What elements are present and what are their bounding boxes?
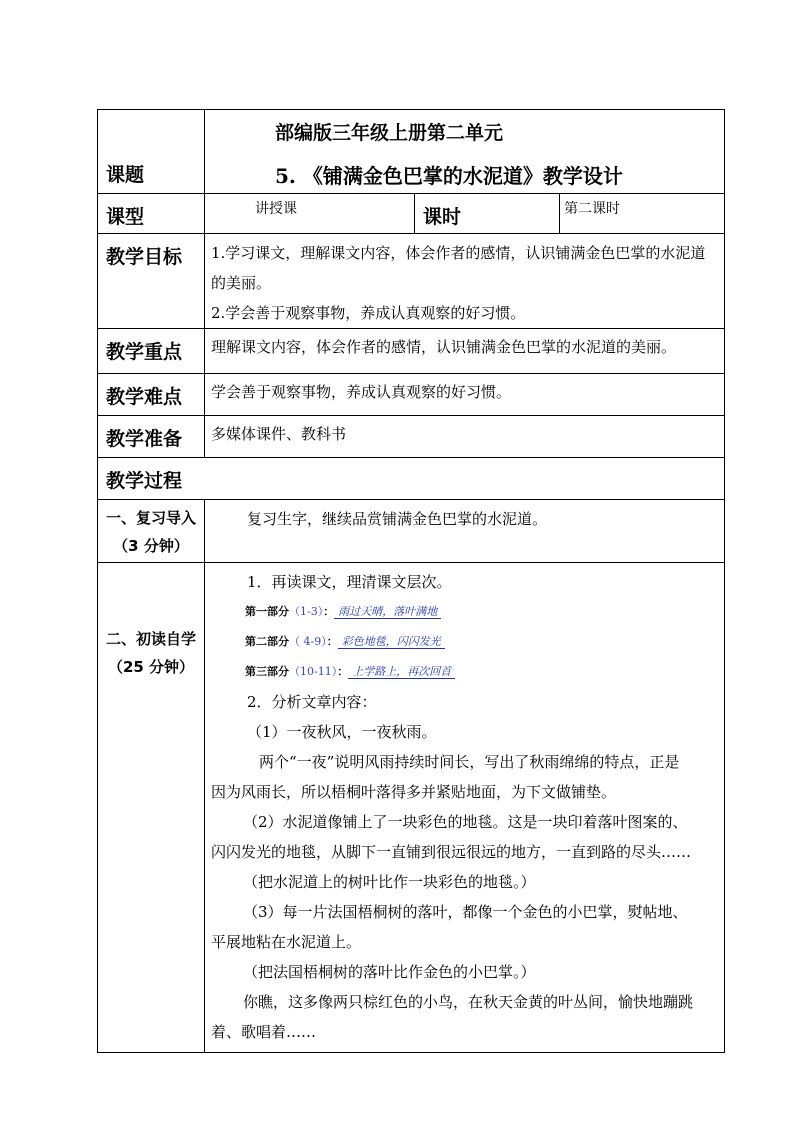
stage2-duration: （25 分钟） xyxy=(107,658,195,676)
part-range: （1-3） xyxy=(289,605,324,618)
lesson-plan-table xyxy=(97,109,725,1053)
type-label: 课型 xyxy=(98,194,205,234)
part-name: 第一部分 xyxy=(245,605,289,618)
part-item xyxy=(211,627,720,657)
stage1-row xyxy=(98,500,725,563)
difficulty-label: 教学难点 xyxy=(98,374,205,416)
part-item xyxy=(211,657,720,687)
para3-line: 平展地粘在水泥道上。 xyxy=(211,933,362,951)
part-name: 第二部分 xyxy=(245,635,289,648)
part-name: 第三部分 xyxy=(245,665,289,678)
part-sep: ： xyxy=(323,605,335,618)
stage1-title: 一、复习导入 xyxy=(105,509,196,527)
para2-line: （2）水泥道像铺上了一块彩色的地毯。这是一块印着落叶图案的、 xyxy=(243,813,688,831)
para4-line: 你瞧，这多像两只棕红色的小鸟，在秋天金黄的叶丛间，愉快地蹦跳 xyxy=(243,993,694,1011)
hour-label: 课时 xyxy=(415,194,560,234)
stage2-label xyxy=(98,563,205,1053)
goals-label: 教学目标 xyxy=(98,234,205,329)
goal-item: 2.学会善于观察事物，养成认真观察的好习惯。 xyxy=(211,304,526,322)
goals-row xyxy=(98,234,725,329)
para2-note: （把水泥道上的树叶比作一块彩色的地毯。） xyxy=(243,873,536,891)
stage2-title: 二、初读自学 xyxy=(105,630,196,648)
stage2-row xyxy=(98,563,725,1053)
type-row xyxy=(98,194,725,234)
process-label: 教学过程 xyxy=(98,458,725,500)
para2-line: 闪闪发光的地毯，从脚下一直铺到很远很远的地方，一直到路的尽头…… xyxy=(211,843,692,861)
part-phrase: 雨过天晴，落叶满地 xyxy=(334,605,441,619)
focus-text: 理解课文内容，体会作者的感情，认识铺满金色巴掌的水泥道的美丽。 xyxy=(205,329,725,374)
part-sep: ： xyxy=(337,665,349,678)
part-phrase: 彩色地毯，闪闪发光 xyxy=(338,635,445,649)
para1-line: 两个“一夜”说明风雨持续时间长，写出了秋雨绵绵的特点，正是 xyxy=(259,753,680,771)
stage1-text: 复习生字，继续品赏铺满金色巴掌的水泥道。 xyxy=(205,500,725,563)
unit-title: 部编版三年级上册第二单元 xyxy=(275,122,504,144)
focus-row xyxy=(98,329,725,374)
para3-note: （把法国梧桐树的落叶比作金色的小巴掌。） xyxy=(243,963,536,981)
title-cell xyxy=(205,110,725,194)
para1-line: 因为风雨长，所以梧桐叶落得多并紧贴地面，为下文做铺垫。 xyxy=(211,783,617,801)
prep-label: 教学准备 xyxy=(98,416,205,458)
stage1-duration: （3 分钟） xyxy=(113,537,189,555)
hour-value: 第二课时 xyxy=(560,194,725,234)
title-row xyxy=(98,110,725,194)
topic-label: 课题 xyxy=(98,110,205,194)
prep-row xyxy=(98,416,725,458)
type-value: 讲授课 xyxy=(205,194,415,234)
stage2-content xyxy=(205,563,725,1053)
stage1-label xyxy=(98,500,205,563)
goals-text xyxy=(205,234,725,329)
lesson-title: 5. 《铺满金色巴掌的水泥道》教学设计 xyxy=(275,164,623,188)
difficulty-text: 学会善于观察事物，养成认真观察的好习惯。 xyxy=(205,374,725,416)
part-range: （10-11） xyxy=(289,665,338,678)
prep-text: 多媒体课件、教科书 xyxy=(205,416,725,458)
step1-text: 1．再读课文，理清课文层次。 xyxy=(247,573,452,591)
para1-heading: （1）一夜秋风，一夜秋雨。 xyxy=(247,723,437,741)
part-range: （ 4-9） xyxy=(289,635,327,648)
process-row xyxy=(98,458,725,500)
part-item xyxy=(211,597,720,627)
step2-text: 2．分析文章内容： xyxy=(247,693,377,711)
part-phrase: 上学路上，再次回首 xyxy=(348,665,455,679)
focus-label: 教学重点 xyxy=(98,329,205,374)
part-sep: ： xyxy=(326,635,338,648)
para4-line: 着、歌唱着…… xyxy=(211,1023,317,1041)
goal-item: 1.学习课文，理解课文内容，体会作者的感情，认识铺满金色巴掌的水泥道的美丽。 xyxy=(211,244,706,292)
difficulty-row xyxy=(98,374,725,416)
para3-line: （3）每一片法国梧桐树的落叶，都像一个金色的小巴掌，熨帖地、 xyxy=(243,903,688,921)
